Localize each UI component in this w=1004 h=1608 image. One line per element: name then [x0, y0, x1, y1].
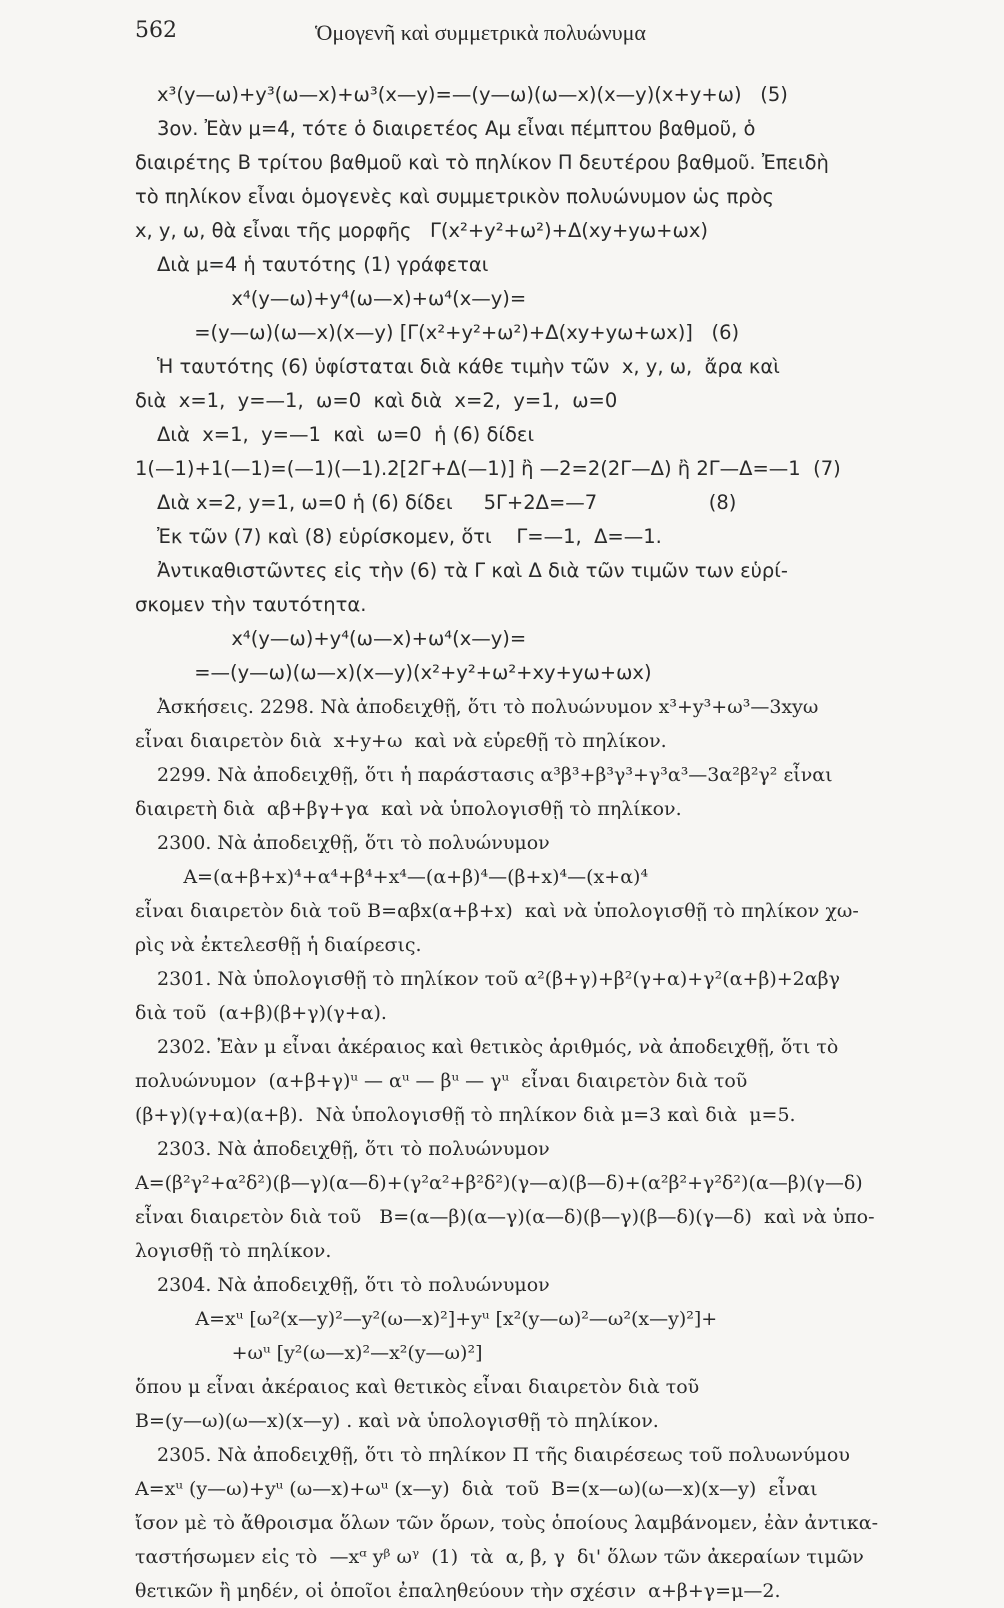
text-line: σκομεν τὴν ταυτότητα. [135, 593, 367, 616]
text-line: A=xᵘ (y—ω)+yᵘ (ω—x)+ωᵘ (x—y) διὰ τοῦ B=(x—ω)(ω—x)(x—y) εἶναι [135, 1478, 818, 1500]
text-line: 1(—1)+1(—1)=(—1)(—1).2[2Γ+Δ(—1)] ἢ —2=2(2Γ—Δ) ἢ 2Γ—Δ=—1 (7) [135, 457, 841, 480]
text-line: τὸ πηλίκον εἶναι ὁμογενὲς καὶ συμμετρικὸν πολυώνυμον ὡς πρὸς [135, 185, 774, 208]
text-line: 2299. Νὰ ἀποδειχθῇ, ὅτι ἡ παράστασις α³β³+β³γ³+γ³α³—3α²β²γ² εἶναι [157, 764, 833, 786]
text-line: 2302. Ἐὰν μ εἶναι ἀκέραιος καὶ θετικὸς ἀριθμός, νὰ ἀποδειχθῇ, ὅτι τὸ [157, 1036, 839, 1058]
text-line: Διὰ x=1, y=—1 καὶ ω=0 ἡ (6) δίδει [157, 423, 535, 446]
text-line: =—(y—ω)(ω—x)(x—y)(x²+y²+ω²+xy+yω+ωx) [157, 661, 652, 684]
text-line: Ἐκ τῶν (7) καὶ (8) εὑρίσκομεν, ὅτι Γ=—1, Δ=—1. [157, 525, 662, 548]
running-title: Ὁμογενῆ καὶ συμμετρικὰ πολυώνυμα [315, 20, 646, 45]
text-line: εἶναι διαιρετὸν διὰ x+y+ω καὶ νὰ εὑρεθῇ τὸ πηλίκον. [135, 730, 667, 752]
text-line: A=(β²γ²+α²δ²)(β—γ)(α—δ)+(γ²α²+β²δ²)(γ—α)(β—δ)+(α²β²+γ²δ²)(α—β)(γ—δ) [135, 1172, 863, 1194]
page-header [135, 18, 855, 58]
text-line: Διὰ x=2, y=1, ω=0 ἡ (6) δίδει 5Γ+2Δ=—7 (8) [157, 491, 737, 514]
page-body [135, 78, 957, 1608]
text-line: 2305. Νὰ ἀποδειχθῇ, ὅτι τὸ πηλίκον Π τῆς διαιρέσεως τοῦ πολυωνύμου [157, 1444, 850, 1466]
text-line: Διὰ μ=4 ἡ ταυτότης (1) γράφεται [157, 253, 489, 276]
text-line: A=(α+β+x)⁴+α⁴+β⁴+x⁴—(α+β)⁴—(β+x)⁴—(x+α)⁴ [135, 866, 649, 888]
text-line: εἶναι διαιρετὸν διὰ τοῦ B=αβx(α+β+x) καὶ νὰ ὑπολογισθῇ τὸ πηλίκον χω- [135, 900, 859, 922]
text-line: ἴσον μὲ τὸ ἄθροισμα ὅλων τῶν ὅρων, τοὺς ὁποίους λαμβάνομεν, ἐὰν ἀντικα- [135, 1512, 879, 1534]
text-line: διαιρετὴ διὰ αβ+βγ+γα καὶ νὰ ὑπολογισθῇ τὸ πηλίκον. [135, 798, 682, 820]
text-line: διὰ x=1, y=—1, ω=0 καὶ διὰ x=2, y=1, ω=0 [135, 389, 618, 412]
text-line: x, y, ω, θὰ εἶναι τῆς μορφῆς Γ(x²+y²+ω²)+Δ(xy+yω+ωx) [135, 219, 708, 242]
text-line: +ωᵘ [y²(ω—x)²—x²(y—ω)²] [135, 1342, 483, 1364]
text-line: A=xᵘ [ω²(x—y)²—y²(ω—x)²]+yᵘ [x²(y—ω)²—ω²(x—y)²]+ [135, 1308, 718, 1330]
text-line: ὅπου μ εἶναι ἀκέραιος καὶ θετικὸς εἶναι διαιρετὸν διὰ τοῦ [135, 1376, 700, 1398]
text-line: 2300. Νὰ ἀποδειχθῇ, ὅτι τὸ πολυώνυμον [157, 832, 550, 854]
text-line: διὰ τοῦ (α+β)(β+γ)(γ+α). [135, 1002, 387, 1024]
text-line: διαιρέτης B τρίτου βαθμοῦ καὶ τὸ πηλίκον Π δευτέρου βαθμοῦ. Ἐπειδὴ [135, 151, 829, 174]
text-line: x⁴(y—ω)+y⁴(ω—x)+ω⁴(x—y)= [157, 627, 527, 650]
text-line: ταστήσωμεν εἰς τὸ —xᵅ yᵝ ωᵞ (1) τὰ α, β, γ δι' ὅλων τῶν ἀκεραίων τιμῶν [135, 1546, 864, 1568]
text-line: 2304. Νὰ ἀποδειχθῇ, ὅτι τὸ πολυώνυμον [157, 1274, 550, 1296]
text-line: εἶναι διαιρετὸν διὰ τοῦ B=(α—β)(α—γ)(α—δ)(β—γ)(β—δ)(γ—δ) καὶ νὰ ὑπο- [135, 1206, 875, 1228]
text-line: 3ον. Ἐὰν μ=4, τότε ὁ διαιρετέος Aμ εἶναι πέμπτου βαθμοῦ, ὁ [157, 117, 756, 140]
page-number: 562 [135, 18, 177, 43]
text-line: (β+γ)(γ+α)(α+β). Νὰ ὑπολογισθῇ τὸ πηλίκον διὰ μ=3 καὶ διὰ μ=5. [135, 1104, 796, 1126]
text-line: x³(y—ω)+y³(ω—x)+ω³(x—y)=—(y—ω)(ω—x)(x—y)(x+y+ω) (5) [157, 83, 788, 106]
text-line: B=(y—ω)(ω—x)(x—y) . καὶ νὰ ὑπολογισθῇ τὸ πηλίκον. [135, 1410, 659, 1432]
text-line: 2301. Νὰ ὑπολογισθῇ τὸ πηλίκον τοῦ α²(β+γ)+β²(γ+α)+γ²(α+β)+2αβγ [157, 968, 840, 990]
text-line: Ἡ ταυτότης (6) ὑφίσταται διὰ κάθε τιμὴν τῶν x, y, ω, ἄρα καὶ [157, 355, 780, 378]
text-line: =(y—ω)(ω—x)(x—y) [Γ(x²+y²+ω²)+Δ(xy+yω+ωx)] (6) [157, 321, 740, 344]
text-line: 2303. Νὰ ἀποδειχθῇ, ὅτι τὸ πολυώνυμον [157, 1138, 550, 1160]
text-line: λογισθῇ τὸ πηλίκον. [135, 1240, 332, 1262]
text-line: x⁴(y—ω)+y⁴(ω—x)+ω⁴(x—y)= [157, 287, 527, 310]
text-line: θετικῶν ἢ μηδέν, οἱ ὁποῖοι ἐπαληθεύουν τὴν σχέσιν α+β+γ=μ—2. [135, 1580, 781, 1602]
text-line: πολυώνυμον (α+β+γ)ᵘ — αᵘ — βᵘ — γᵘ εἶναι διαιρετὸν διὰ τοῦ [135, 1070, 748, 1092]
text-line: Ἀντικαθιστῶντες εἰς τὴν (6) τὰ Γ καὶ Δ διὰ τῶν τιμῶν των εὑρί- [157, 559, 788, 582]
text-line: ρὶς νὰ ἐκτελεσθῇ ἡ διαίρεσις. [135, 934, 422, 956]
text-line: Ἀσκήσεις. 2298. Νὰ ἀποδειχθῇ, ὅτι τὸ πολυώνυμον x³+y³+ω³—3xyω [157, 696, 819, 718]
